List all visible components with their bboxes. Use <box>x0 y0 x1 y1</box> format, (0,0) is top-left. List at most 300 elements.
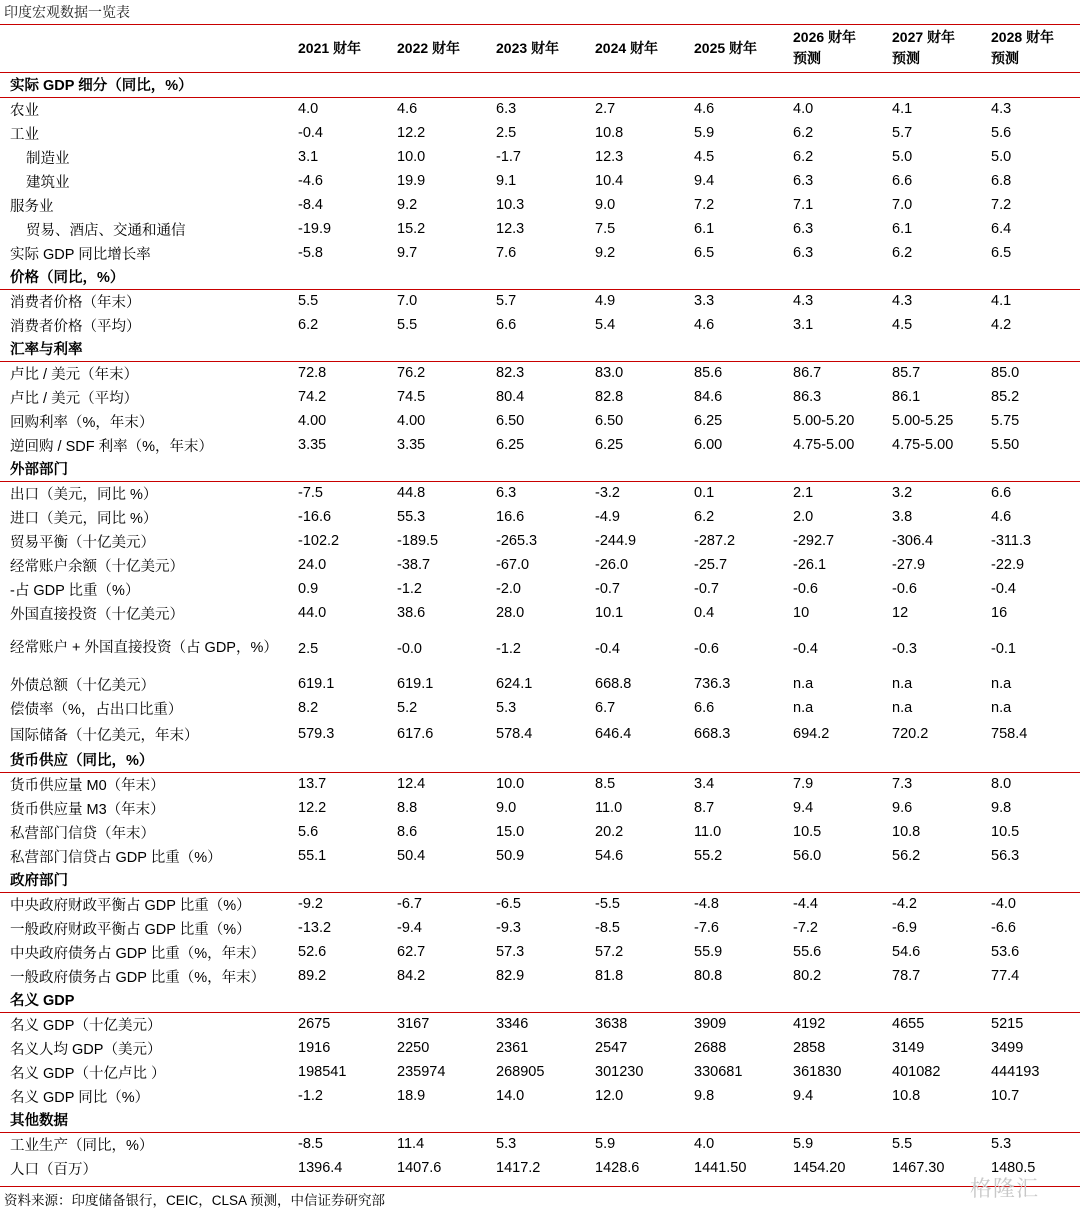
value-cell: 55.2 <box>694 848 723 864</box>
value-cell: 12.2 <box>397 125 426 141</box>
value-cell: 9.6 <box>892 800 913 816</box>
value-cell: -0.0 <box>397 640 422 657</box>
table-row <box>0 772 1080 796</box>
value-cell: -1.2 <box>496 640 521 657</box>
value-cell: 4.1 <box>991 293 1012 310</box>
value-cell: 4.3 <box>991 101 1012 118</box>
section-header-row <box>0 265 1080 289</box>
row-label: 卢比 / 美元（年末） <box>10 366 139 383</box>
value-cell: 83.0 <box>595 365 624 382</box>
value-cell: 85.7 <box>892 365 921 382</box>
table-row <box>0 241 1080 265</box>
source-note: 资料来源：印度储备银行，CEIC，CLSA 预测，中信证券研究部 <box>4 1193 386 1208</box>
value-cell: 8.0 <box>991 776 1012 793</box>
value-cell: 5.5 <box>298 293 319 310</box>
value-cell: 444193 <box>991 1064 1040 1080</box>
macro-data-table <box>0 73 1080 1180</box>
value-cell: 5.7 <box>892 125 913 141</box>
value-cell: 80.4 <box>496 389 525 405</box>
value-cell: 5.0 <box>892 149 913 165</box>
value-cell: 1454.20 <box>793 1160 846 1176</box>
value-cell: -4.2 <box>892 896 917 913</box>
value-cell: 4.9 <box>595 293 616 310</box>
value-cell: 268905 <box>496 1064 545 1080</box>
value-cell: -6.9 <box>892 920 917 936</box>
value-cell: 57.3 <box>496 944 525 960</box>
value-cell: 38.6 <box>397 605 426 621</box>
value-cell: 1396.4 <box>298 1160 343 1176</box>
value-cell: 8.8 <box>397 800 418 816</box>
value-cell: 6.1 <box>892 221 913 237</box>
value-cell: -0.6 <box>892 581 917 597</box>
section-header-row <box>0 337 1080 361</box>
row-label: 名义 GDP（十亿美元） <box>10 1017 162 1034</box>
value-cell: 3.2 <box>892 485 913 502</box>
value-cell: 578.4 <box>496 726 533 742</box>
value-cell: -4.6 <box>298 173 323 189</box>
value-cell: 16 <box>991 605 1008 621</box>
value-cell: 1417.2 <box>496 1160 541 1176</box>
value-cell: 6.25 <box>595 437 624 453</box>
row-label: 经常账户余额（十亿美元） <box>10 558 184 575</box>
value-cell: 401082 <box>892 1064 941 1080</box>
value-cell: 28.0 <box>496 605 525 621</box>
value-cell: 624.1 <box>496 676 533 692</box>
table-row <box>0 1012 1080 1036</box>
value-cell: 4.0 <box>694 1136 715 1153</box>
value-cell: 44.0 <box>298 605 327 621</box>
value-cell: -0.4 <box>991 581 1016 597</box>
value-cell: 2.1 <box>793 485 814 502</box>
value-cell: 7.0 <box>397 293 418 310</box>
value-cell: -0.6 <box>694 640 719 657</box>
table-row <box>0 289 1080 313</box>
value-cell: 81.8 <box>595 968 624 984</box>
value-cell: 9.2 <box>397 197 418 213</box>
value-cell: 9.8 <box>991 800 1012 816</box>
value-cell: 2688 <box>694 1040 727 1056</box>
value-cell: 6.3 <box>793 173 814 189</box>
value-cell: n.a <box>991 676 1012 692</box>
row-label: 一般政府债务占 GDP 比重（%，年末） <box>10 969 266 986</box>
value-cell: 52.6 <box>298 944 327 960</box>
value-cell: 85.2 <box>991 389 1020 405</box>
column-header <box>595 38 658 59</box>
value-cell: 668.8 <box>595 676 632 692</box>
value-cell: 5.3 <box>496 700 517 716</box>
value-cell: 84.2 <box>397 968 426 984</box>
column-header <box>793 27 856 69</box>
value-cell: 10.0 <box>496 776 525 793</box>
column-header <box>892 27 955 69</box>
value-cell: 2250 <box>397 1040 430 1056</box>
watermark-logo: 格隆汇 <box>970 1177 1040 1202</box>
value-cell: 15.2 <box>397 221 426 237</box>
value-cell: 4.6 <box>694 101 715 118</box>
column-header-forecast: 预测 <box>793 50 821 66</box>
table-row <box>0 409 1080 433</box>
column-header <box>496 38 559 59</box>
section-title: 价格（同比，%） <box>0 265 1080 289</box>
value-cell: -0.7 <box>595 581 620 597</box>
value-cell: 3638 <box>595 1016 628 1033</box>
value-cell: 6.3 <box>496 101 517 118</box>
value-cell: 7.9 <box>793 776 814 793</box>
value-cell: 5215 <box>991 1016 1024 1033</box>
value-cell: 53.6 <box>991 944 1020 960</box>
value-cell: -292.7 <box>793 533 835 549</box>
value-cell: -1.7 <box>496 149 521 165</box>
value-cell: 7.1 <box>793 197 814 213</box>
value-cell: 6.4 <box>991 221 1012 237</box>
row-label: 建筑业 <box>26 174 70 191</box>
value-cell: -8.5 <box>595 920 620 936</box>
value-cell: 4.0 <box>298 101 319 118</box>
value-cell: 4.2 <box>991 317 1012 333</box>
value-cell: 13.7 <box>298 776 327 793</box>
value-cell: 10.7 <box>991 1088 1020 1104</box>
value-cell: 6.50 <box>496 413 525 429</box>
value-cell: 10.4 <box>595 173 624 189</box>
value-cell: -1.2 <box>397 581 422 597</box>
value-cell: 80.8 <box>694 968 723 984</box>
value-cell: 6.2 <box>892 245 913 261</box>
value-cell: 4.6 <box>397 101 418 118</box>
section-title: 外部部门 <box>0 457 1080 481</box>
value-cell: n.a <box>991 700 1012 716</box>
bottom-divider <box>0 1186 1080 1187</box>
value-cell: 9.8 <box>694 1088 715 1104</box>
section-title: 汇率与利率 <box>0 337 1080 361</box>
row-label: 人口（百万） <box>10 1161 97 1178</box>
table-row <box>0 505 1080 529</box>
value-cell: 2858 <box>793 1040 826 1056</box>
value-cell: 10.8 <box>595 125 624 141</box>
value-cell: 1428.6 <box>595 1160 640 1176</box>
table-row <box>0 892 1080 916</box>
row-label: 外国直接投资（十亿美元） <box>10 606 184 623</box>
value-cell: 758.4 <box>991 726 1028 742</box>
value-cell: 55.6 <box>793 944 822 960</box>
row-label: 消费者价格（平均） <box>10 318 141 335</box>
value-cell: 89.2 <box>298 968 327 984</box>
value-cell: -5.8 <box>298 245 323 261</box>
value-cell: 2.5 <box>298 640 319 657</box>
value-cell: 9.7 <box>397 245 418 261</box>
table-row <box>0 577 1080 601</box>
value-cell: 54.6 <box>892 944 921 960</box>
value-cell: 720.2 <box>892 726 929 742</box>
table-row <box>0 1156 1080 1180</box>
value-cell: -102.2 <box>298 533 340 549</box>
section-title: 实际 GDP 细分（同比，%） <box>0 73 1080 97</box>
value-cell: 1916 <box>298 1040 331 1056</box>
value-cell: 19.9 <box>397 173 426 189</box>
table-row <box>0 169 1080 193</box>
value-cell: 50.9 <box>496 848 525 864</box>
value-cell: 82.3 <box>496 365 525 382</box>
column-header-year: 2026 财年 <box>793 29 857 45</box>
value-cell: 6.7 <box>595 700 616 716</box>
value-cell: 5.0 <box>991 149 1012 165</box>
row-label: 名义人均 GDP（美元） <box>10 1041 162 1058</box>
row-label: 货币供应量 M3（年末） <box>10 801 165 818</box>
value-cell: 6.6 <box>991 485 1012 502</box>
column-header <box>298 38 361 59</box>
value-cell: 9.4 <box>793 1088 814 1104</box>
value-cell: 62.7 <box>397 944 426 960</box>
value-cell: -244.9 <box>595 533 637 549</box>
value-cell: 10.5 <box>793 824 822 840</box>
value-cell: 14.0 <box>496 1088 525 1104</box>
table-row <box>0 940 1080 964</box>
row-label: 农业 <box>10 102 39 119</box>
value-cell: 5.00-5.25 <box>892 413 954 429</box>
value-cell: -16.6 <box>298 509 332 525</box>
value-cell: n.a <box>892 700 913 716</box>
row-label: 服务业 <box>10 198 54 215</box>
value-cell: -7.5 <box>298 485 323 502</box>
value-cell: 72.8 <box>298 365 327 382</box>
row-label: 中央政府债务占 GDP 比重（%，年末） <box>10 945 266 962</box>
value-cell: 8.7 <box>694 800 715 816</box>
value-cell: -306.4 <box>892 533 934 549</box>
value-cell: 82.9 <box>496 968 525 984</box>
value-cell: 6.3 <box>793 221 814 237</box>
value-cell: 2675 <box>298 1016 331 1033</box>
value-cell: 619.1 <box>298 676 335 692</box>
column-header <box>397 38 460 59</box>
value-cell: 7.2 <box>991 197 1012 213</box>
value-cell: 86.1 <box>892 389 921 405</box>
value-cell: -19.9 <box>298 221 332 237</box>
value-cell: 235974 <box>397 1064 446 1080</box>
value-cell: 78.7 <box>892 968 921 984</box>
value-cell: -27.9 <box>892 557 926 573</box>
value-cell: -9.4 <box>397 920 422 936</box>
value-cell: 4.3 <box>892 293 913 310</box>
value-cell: 6.25 <box>496 437 525 453</box>
value-cell: 55.1 <box>298 848 327 864</box>
table-row <box>0 313 1080 337</box>
row-label: 卢比 / 美元（平均） <box>10 390 139 407</box>
value-cell: -0.3 <box>892 640 917 657</box>
value-cell: -26.0 <box>595 557 629 573</box>
value-cell: 56.0 <box>793 848 822 864</box>
value-cell: 4.5 <box>694 149 715 165</box>
value-cell: 1441.50 <box>694 1160 747 1176</box>
value-cell: 6.2 <box>694 509 715 525</box>
section-header-row <box>0 73 1080 97</box>
row-label: 消费者价格（年末） <box>10 294 141 311</box>
value-cell: 4192 <box>793 1016 826 1033</box>
row-label: 名义 GDP（十亿卢比 ） <box>10 1065 166 1082</box>
column-header-forecast: 预测 <box>991 50 1019 66</box>
table-row <box>0 916 1080 940</box>
value-cell: 10.8 <box>892 824 921 840</box>
section-header-row <box>0 868 1080 892</box>
value-cell: 3.4 <box>694 776 715 793</box>
value-cell: 10.1 <box>595 605 624 621</box>
value-cell: -4.0 <box>991 896 1016 913</box>
value-cell: 55.9 <box>694 944 723 960</box>
top-divider <box>0 24 1080 25</box>
column-header-year: 2023 财年 <box>496 40 560 56</box>
table-row <box>0 193 1080 217</box>
value-cell: 11.4 <box>397 1136 425 1153</box>
value-cell: -287.2 <box>694 533 736 549</box>
value-cell: -0.1 <box>991 640 1016 657</box>
table-row <box>0 433 1080 457</box>
value-cell: -7.6 <box>694 920 719 936</box>
row-label: 出口（美元，同比 %） <box>10 486 158 503</box>
value-cell: 74.5 <box>397 389 426 405</box>
value-cell: -1.2 <box>298 1088 323 1104</box>
value-cell: 57.2 <box>595 944 624 960</box>
section-title: 名义 GDP <box>0 988 1080 1012</box>
value-cell: 9.2 <box>595 245 616 261</box>
row-label: 国际储备（十亿美元，年末） <box>10 727 199 744</box>
value-cell: 12.0 <box>595 1088 624 1104</box>
value-cell: 80.2 <box>793 968 822 984</box>
value-cell: 4655 <box>892 1016 925 1033</box>
value-cell: 9.0 <box>595 197 616 213</box>
section-title: 其他数据 <box>0 1108 1080 1132</box>
section-title: 货币供应（同比，%） <box>0 748 1080 772</box>
table-row <box>0 1036 1080 1060</box>
value-cell: 84.6 <box>694 389 723 405</box>
row-label: 经常账户 + 外国直接投资（占 GDP，%） <box>10 640 278 656</box>
value-cell: 7.2 <box>694 197 715 213</box>
row-label: 偿债率（%，占出口比重） <box>10 701 183 718</box>
value-cell: 6.2 <box>298 317 319 333</box>
value-cell: 6.5 <box>991 245 1012 261</box>
value-cell: 7.6 <box>496 245 517 261</box>
section-header-row <box>0 748 1080 772</box>
value-cell: 4.1 <box>892 101 913 118</box>
value-cell: 4.6 <box>694 317 715 333</box>
value-cell: 86.3 <box>793 389 822 405</box>
value-cell: -311.3 <box>991 533 1032 549</box>
row-label: -占 GDP 比重（%） <box>10 582 140 599</box>
table-row <box>0 217 1080 241</box>
value-cell: -2.0 <box>496 581 521 597</box>
table-row <box>0 796 1080 820</box>
value-cell: 5.6 <box>991 125 1012 141</box>
column-header-year: 2027 财年 <box>892 29 956 45</box>
column-header-year: 2025 财年 <box>694 40 758 56</box>
row-label: 贸易平衡（十亿美元） <box>10 534 155 551</box>
value-cell: 11.0 <box>595 800 623 816</box>
table-row <box>0 553 1080 577</box>
value-cell: 361830 <box>793 1064 842 1080</box>
value-cell: 2.7 <box>595 101 616 118</box>
column-header-year: 2028 财年 <box>991 29 1055 45</box>
value-cell: 694.2 <box>793 726 830 742</box>
value-cell: 4.0 <box>793 101 814 118</box>
value-cell: 9.4 <box>793 800 814 816</box>
value-cell: 5.3 <box>496 1136 517 1153</box>
value-cell: 8.5 <box>595 776 616 793</box>
value-cell: 6.1 <box>694 221 715 237</box>
value-cell: 6.00 <box>694 437 723 453</box>
table-row <box>0 1132 1080 1156</box>
value-cell: 3.3 <box>694 293 715 310</box>
value-cell: 6.3 <box>793 245 814 261</box>
row-label: 一般政府财政平衡占 GDP 比重（%） <box>10 921 251 938</box>
value-cell: 5.5 <box>892 1136 913 1153</box>
value-cell: 4.75-5.00 <box>892 437 954 453</box>
value-cell: 5.5 <box>397 317 418 333</box>
value-cell: 1407.6 <box>397 1160 442 1176</box>
value-cell: 3.1 <box>298 149 319 165</box>
value-cell: 4.3 <box>793 293 814 310</box>
value-cell: 646.4 <box>595 726 632 742</box>
value-cell: 3909 <box>694 1016 727 1033</box>
value-cell: 12.3 <box>595 149 624 165</box>
row-label: 实际 GDP 同比增长率 <box>10 246 151 263</box>
value-cell: 330681 <box>694 1064 743 1080</box>
value-cell: -6.6 <box>991 920 1016 936</box>
value-cell: -13.2 <box>298 920 332 936</box>
value-cell: 6.25 <box>694 413 723 429</box>
value-cell: 5.2 <box>397 700 418 716</box>
value-cell: 0.4 <box>694 605 715 621</box>
page-title: 印度宏观数据一览表 <box>4 5 130 21</box>
value-cell: 74.2 <box>298 389 327 405</box>
value-cell: 10.8 <box>892 1088 921 1104</box>
value-cell: 3.35 <box>397 437 426 453</box>
value-cell: -8.5 <box>298 1136 323 1153</box>
value-cell: 15.0 <box>496 824 525 840</box>
value-cell: 12.2 <box>298 800 327 816</box>
value-cell: 8.2 <box>298 700 319 716</box>
column-header-forecast: 预测 <box>892 50 920 66</box>
value-cell: 12.3 <box>496 221 525 237</box>
value-cell: 5.6 <box>298 824 319 840</box>
value-cell: 6.5 <box>694 245 715 261</box>
value-cell: 2547 <box>595 1040 628 1056</box>
table-row <box>0 625 1080 672</box>
column-header <box>694 38 757 59</box>
value-cell: 50.4 <box>397 848 426 864</box>
value-cell: -265.3 <box>496 533 538 549</box>
value-cell: -0.6 <box>793 581 818 597</box>
value-cell: 5.50 <box>991 437 1020 453</box>
table-row <box>0 720 1080 748</box>
value-cell: 24.0 <box>298 557 327 573</box>
row-label: 回购利率（%，年末） <box>10 414 154 431</box>
value-cell: 5.3 <box>991 1136 1012 1153</box>
value-cell: 1480.5 <box>991 1160 1036 1176</box>
value-cell: 10.5 <box>991 824 1020 840</box>
value-cell: -8.4 <box>298 197 323 213</box>
value-cell: -26.1 <box>793 557 827 573</box>
value-cell: 56.2 <box>892 848 921 864</box>
value-cell: -4.8 <box>694 896 719 913</box>
value-cell: n.a <box>892 676 913 692</box>
column-header-year: 2021 财年 <box>298 40 362 56</box>
value-cell: 6.8 <box>991 173 1012 189</box>
table-row <box>0 385 1080 409</box>
value-cell: 6.6 <box>694 700 715 716</box>
value-cell: 4.00 <box>298 413 327 429</box>
value-cell: 16.6 <box>496 509 525 525</box>
value-cell: 5.75 <box>991 413 1020 429</box>
value-cell: -9.2 <box>298 896 323 913</box>
value-cell: -6.5 <box>496 896 521 913</box>
row-label: 制造业 <box>26 150 70 167</box>
